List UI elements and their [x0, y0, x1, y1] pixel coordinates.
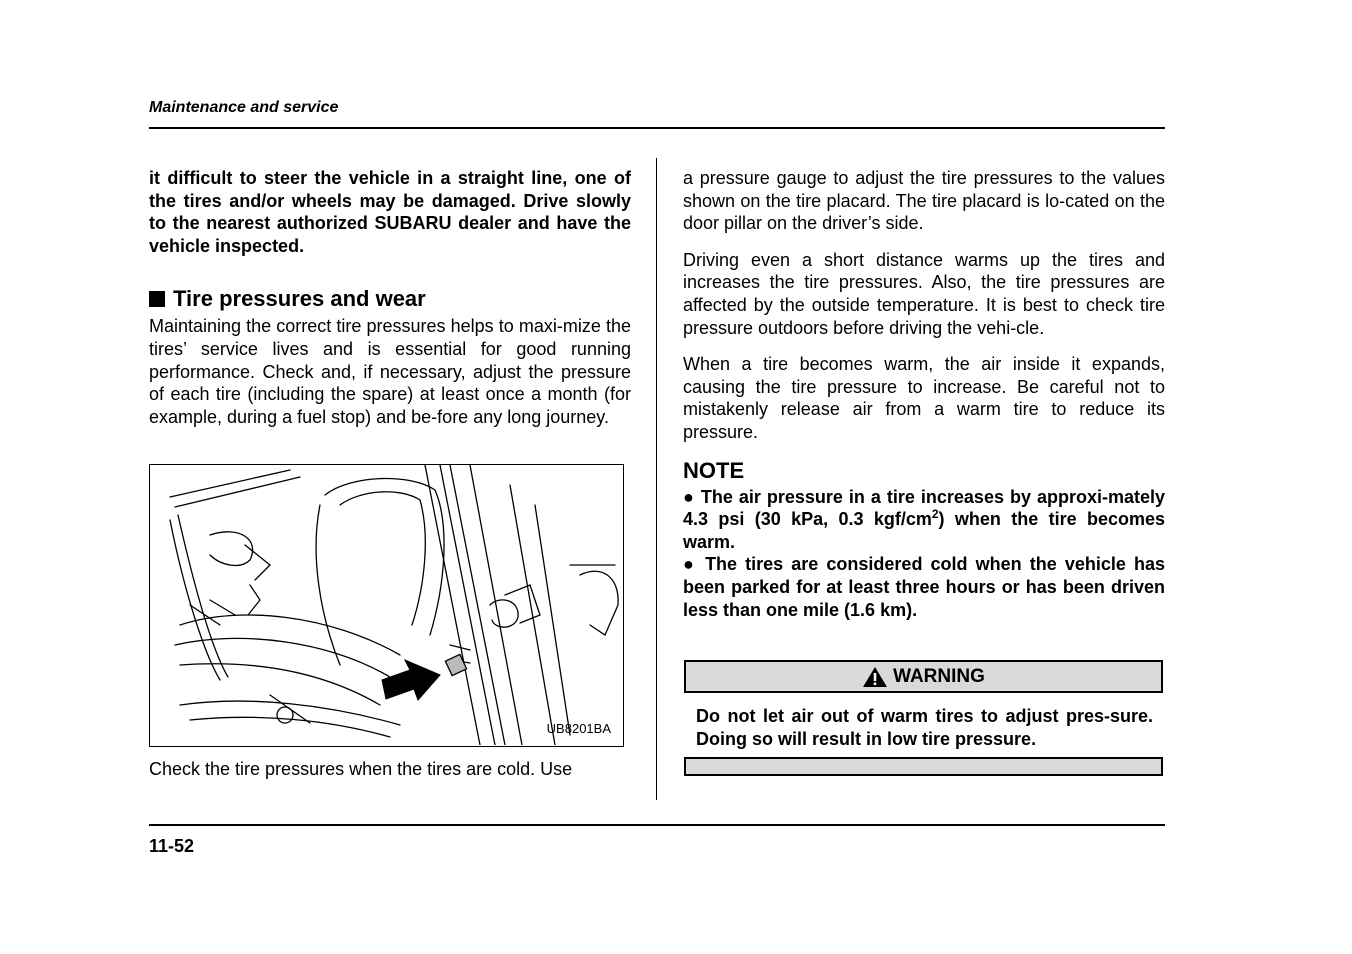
section-body: Maintaining the correct tire pressures helps to maxi-mize the tires’ service lives and is essential for good running performance. Check and, if necessary, adjust the pressure of each tire (including the spare) at least once a month (for example, during a fuel stop) and be-fore any long journey. [149, 316, 631, 427]
paragraph-air-expands: When a tire becomes warm, the air inside it expands, causing the tire pressure to increase. Be careful not to mistakenly release air from a warm tire to reduce its pressure. [683, 354, 1165, 442]
note-item-text: ● The air pressure in a tire increases by approxi-mately 4.3 psi (30 kPa, 0.3 kgf/cm [683, 486, 1165, 530]
right-column [683, 167, 1165, 621]
warning-text: Do not let air out of warm tires to adjust pres-sure. Doing so will result in low tire pressure. [696, 706, 1153, 749]
warning-label: WARNING [893, 665, 985, 687]
warning-footer-bar [684, 757, 1163, 776]
footer-rule [149, 824, 1165, 826]
page-number: 11-52 [149, 836, 195, 856]
paragraph-pressure-gauge: a pressure gauge to adjust the tire pressures to the values shown on the tire placard. The tire placard is lo-cated on the door pillar on the driver’s side. [683, 168, 1165, 234]
section-title: Tire pressures and wear [173, 286, 426, 312]
continued-warning-text: it difficult to steer the vehicle in a straight line, one of the tires and/or wheels may be damaged. Drive slowly to the nearest authorized SUBARU dealer and have the vehicle inspected. [149, 168, 631, 256]
square-bullet-icon [149, 291, 165, 307]
tire-placard-illustration [149, 464, 624, 747]
superscript: 2 [931, 507, 939, 522]
note-item [683, 486, 1165, 554]
section-heading [149, 285, 631, 313]
header-rule [149, 127, 1165, 129]
note-title: NOTE [683, 457, 745, 483]
warning-triangle-icon [862, 666, 888, 688]
paragraph-warm-tires: Driving even a short distance warms up the tires and increases the tire pressures. Also, the tire pressures are affected by the outside temperature. It is best to check tire pressure outdoors before driving the vehi-cle. [683, 249, 1165, 338]
warning-header [684, 660, 1163, 693]
figure-code: UB8201BA [546, 721, 611, 736]
column-divider [656, 158, 657, 800]
seat-door-pillar-drawing [150, 465, 622, 745]
after-figure-text: Check the tire pressures when the tires are cold. Use [149, 759, 573, 779]
note-item-text: ) when the tire becomes warm. [683, 509, 1165, 552]
running-head: Maintenance and service [149, 99, 339, 116]
note-item: ● The tires are considered cold when the vehicle has been parked for at least three hours or has been driven less than one mile (1.6 km). [683, 554, 1165, 620]
left-column [149, 167, 631, 428]
